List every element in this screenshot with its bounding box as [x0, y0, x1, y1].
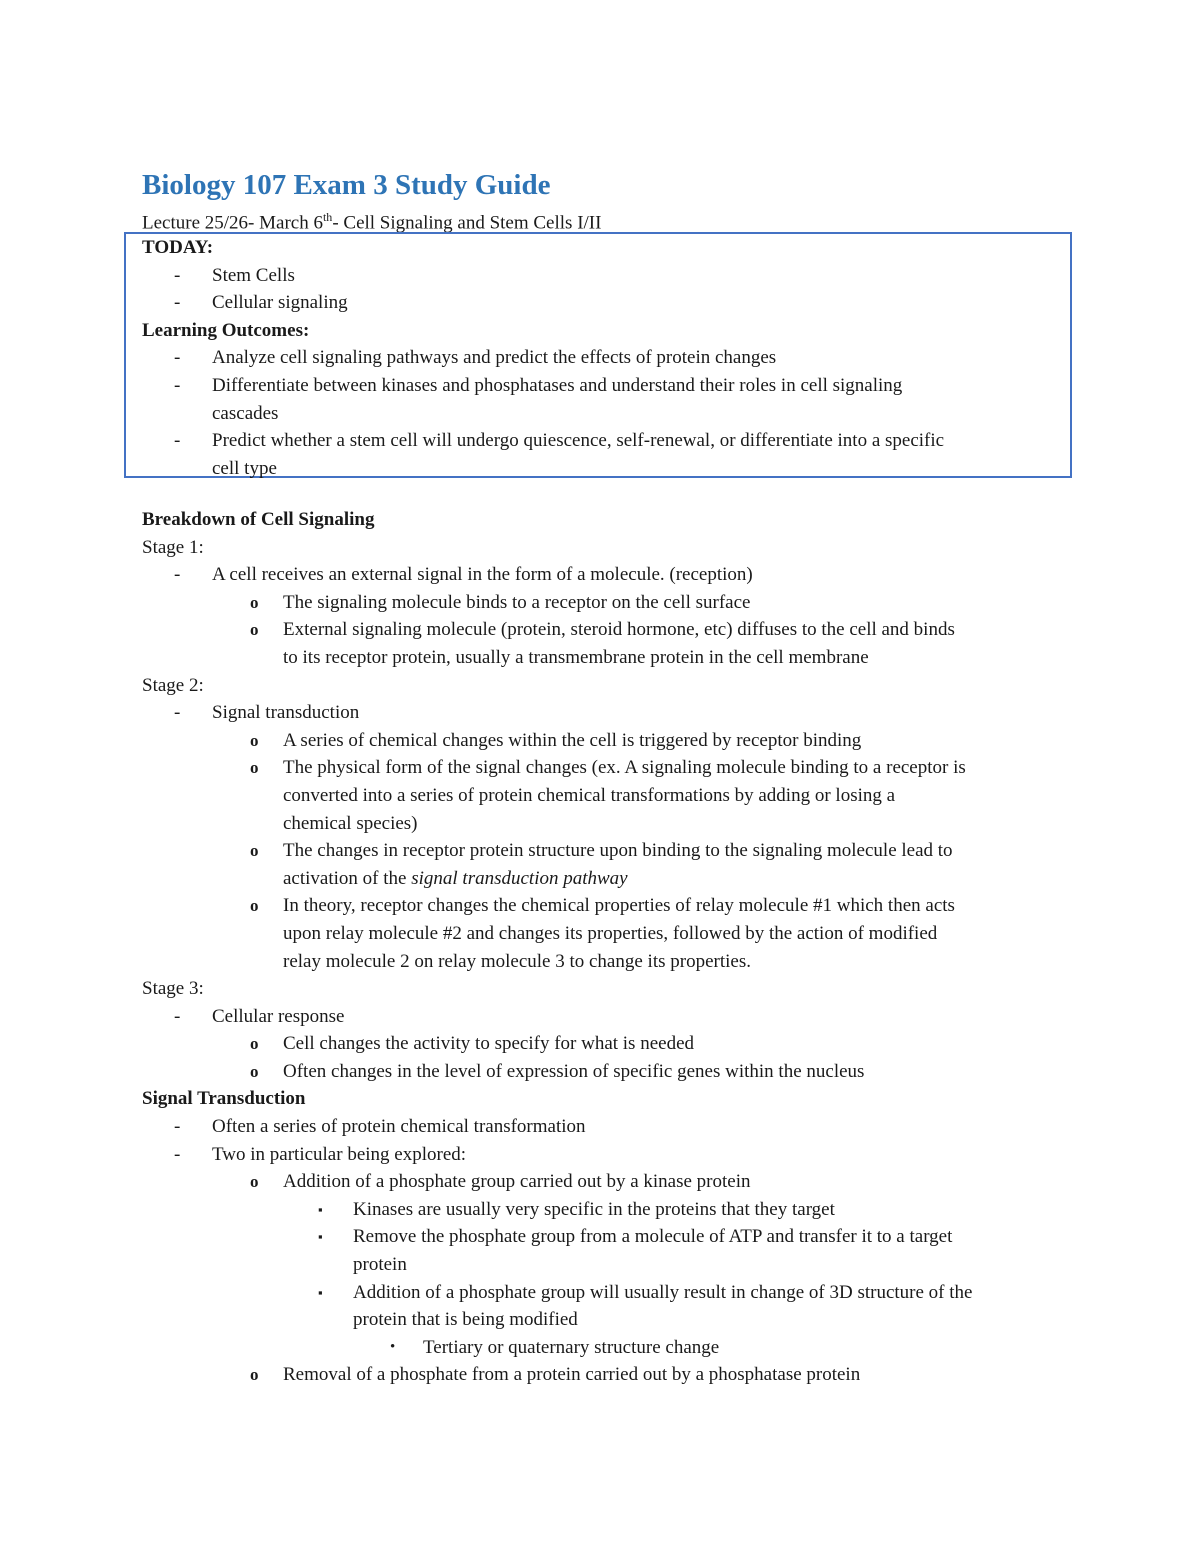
square-item: ▪ Addition of a phosphate group will usually result in change of 3D structure of the [318, 1281, 973, 1303]
list-item: - Two in particular being explored: [174, 1143, 467, 1165]
sub-item: o External signaling molecule (protein, steroid hormone, etc) diffuses to the cell and binds [250, 619, 955, 641]
sub-item: o The changes in receptor protein structure upon binding to the signaling molecule lead to [250, 840, 953, 862]
document-page [142, 166, 1062, 1386]
square-item-continuation: protein that is being modified [353, 1309, 578, 1331]
sub-item: o A series of chemical changes within the cell is triggered by receptor binding [250, 729, 862, 751]
list-item-continuation: cascades [212, 402, 279, 424]
list-item: - Stem Cells [174, 264, 295, 286]
sub-item: o The signaling molecule binds to a receptor on the cell surface [250, 591, 751, 613]
stage-label: Stage 3: [142, 978, 204, 1000]
sub-item-continuation: converted into a series of protein chemical transformations by adding or losing a [283, 784, 896, 806]
stage-label: Stage 1: [142, 536, 204, 558]
list-item: - Differentiate between kinases and phosphatases and understand their roles in cell signaling [174, 374, 903, 396]
list-item-continuation: cell type [212, 457, 277, 479]
document-title: Biology 107 Exam 3 Study Guide [142, 169, 551, 201]
sub-item-continuation: upon relay molecule #2 and changes its properties, followed by the action of modified [283, 922, 938, 944]
sub-item: o Often changes in the level of expression of specific genes within the nucleus [250, 1060, 865, 1082]
list-item: - Often a series of protein chemical transformation [174, 1116, 586, 1138]
signal-transduction-heading: Signal Transduction [142, 1088, 306, 1110]
sub-item: o The physical form of the signal changes (ex. A signaling molecule binding to a receptor is [250, 757, 966, 779]
sub-item-continuation: chemical species) [283, 812, 418, 834]
list-item: - Cellular signaling [174, 292, 348, 314]
sub-item: o In theory, receptor changes the chemical properties of relay molecule #1 which then acts [250, 895, 955, 917]
sub-item: o Cell changes the activity to specify for what is needed [250, 1033, 695, 1055]
lecture-subtitle: Lecture 25/26- March 6th- Cell Signaling and Stem Cells I/II [142, 210, 602, 234]
list-item: - Cellular response [174, 1005, 345, 1027]
sub-item: o Removal of a phosphate from a protein carried out by a phosphatase protein [250, 1364, 861, 1386]
list-item: - Predict whether a stem cell will undergo quiescence, self-renewal, or differentiate into a specific [174, 430, 945, 452]
sub-item-continuation: to its receptor protein, usually a transmembrane protein in the cell membrane [283, 646, 869, 668]
square-item-continuation: protein [353, 1254, 407, 1276]
list-item: - Signal transduction [174, 702, 360, 724]
today-heading: TODAY: [142, 237, 214, 258]
breakdown-heading: Breakdown of Cell Signaling [142, 509, 375, 530]
today-box [124, 232, 1072, 478]
sub-item-continuation: relay molecule 2 on relay molecule 3 to change its properties. [283, 950, 751, 972]
notes-body [142, 506, 1082, 1389]
square-item: ▪ Kinases are usually very specific in the proteins that they target [318, 1198, 835, 1220]
sub-item: o Addition of a phosphate group carried out by a kinase protein [250, 1171, 751, 1193]
square-item: ▪ Remove the phosphate group from a molecule of ATP and transfer it to a target [318, 1226, 953, 1248]
list-item: - A cell receives an external signal in the form of a molecule. (reception) [174, 564, 753, 586]
stage-label: Stage 2: [142, 674, 204, 696]
list-item: - Analyze cell signaling pathways and predict the effects of protein changes [174, 347, 777, 369]
outcomes-heading: Learning Outcomes: [142, 319, 310, 341]
sub-item-continuation: activation of the signal transduction pathway [283, 867, 628, 889]
dot-item: • Tertiary or quaternary structure change [390, 1336, 720, 1358]
